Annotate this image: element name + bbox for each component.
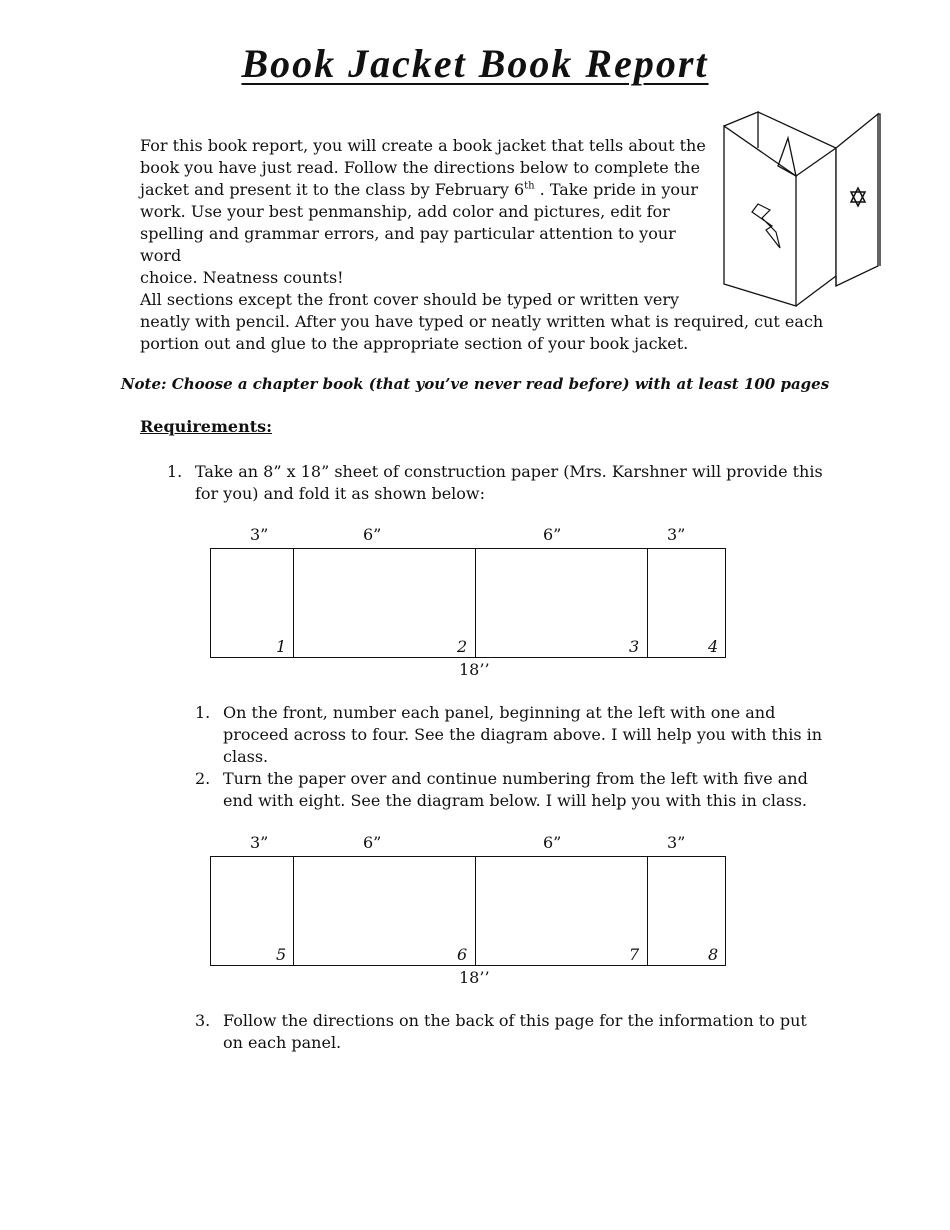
width-label: 6” [363,833,382,852]
sub-step-2: 2. Turn the paper over and continue numbering from the left with five and end with eight. See the diagram below. I will help you with this in class. [195,769,808,810]
panel-number: 6 [457,945,468,964]
width-label: 3” [250,833,269,852]
panel-number: 3 [629,637,640,656]
width-label: 6” [543,833,562,852]
width-label: 6” [363,525,382,544]
sections-paragraph: All sections except the front cover should be typed or written very neatly with pencil. After you have typed or neatly written what is required, cut each portion out and glue to the appropriate section of your book jacket. [140,290,824,353]
sub-step-1: 1. On the front, number each panel, beginning at the left with one and proceed across to four. See the diagram above. I will help you with this in class. [195,703,823,766]
fold-diagram-back [200,833,740,993]
note-text: Note: Choose a chapter book (that you’ve never read before) with at least 100 pages [120,375,830,393]
page-title: Book Jacket Book Report [241,41,709,86]
total-width-label: 18’’ [459,660,490,679]
panel-number: 4 [708,637,719,656]
folded-book-jacket-illustration [718,108,884,310]
paper-outline [210,548,726,658]
panel-number: 1 [276,637,287,656]
width-label: 3” [667,525,686,544]
width-label: 3” [250,525,269,544]
panel-number: 7 [629,945,640,964]
width-label: 6” [543,525,562,544]
panel-number: 5 [276,945,287,964]
paper-outline [210,856,726,966]
total-width-label: 18’’ [459,968,490,987]
panel-number: 2 [457,637,468,656]
intro-paragraph: For this book report, you will create a book jacket that tells about the book you have just read. Follow the directions below to complete the jacket and present it to the class by February 6th . Take pride in your work. Use your best penmanship, add color and pictures, edit for spelling and grammar errors, and pay particular attention to your word choice. Neatness counts! [140,136,706,287]
width-label: 3” [667,833,686,852]
fold-diagram-front [200,525,740,685]
step-1: 1. Take an 8” x 18” sheet of construction paper (Mrs. Karshner will provide this for you) and fold it as shown below: [167,462,823,503]
requirements-heading: Requirements: [140,417,273,436]
panel-number: 8 [708,945,719,964]
sub-step-3: 3. Follow the directions on the back of this page for the information to put on each panel. [195,1011,807,1052]
